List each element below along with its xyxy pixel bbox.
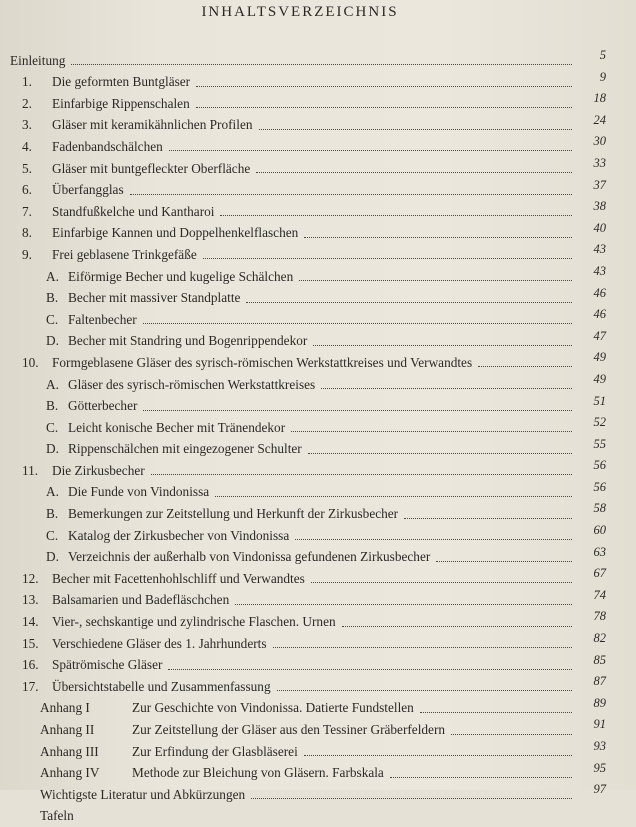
toc-entry-number: 11. — [22, 462, 39, 478]
toc-entry-page-number: 37 — [593, 177, 606, 192]
toc-entry-line — [22, 247, 576, 263]
toc-entry-title: Becher mit massiver Standplatte — [68, 290, 241, 306]
toc-entry-title: Die Zirkusbecher — [52, 462, 145, 478]
toc-entry-line — [22, 679, 576, 695]
toc-entry-page-number: 95 — [593, 760, 606, 775]
dot-leader — [196, 86, 572, 87]
toc-entry-page-number: 38 — [593, 199, 606, 214]
toc-entry — [10, 328, 606, 353]
toc-entry-number: C. — [46, 311, 59, 327]
page-title: INHALTSVERZEICHNIS — [201, 4, 399, 20]
toc-entry-page-number: 58 — [593, 501, 606, 516]
dot-leader — [273, 647, 572, 648]
toc-entry — [10, 525, 606, 547]
toc-entry-number: 7. — [22, 203, 32, 219]
toc-entry — [10, 93, 606, 115]
toc-entry-line — [10, 53, 576, 69]
toc-entry-page-number: 63 — [593, 544, 606, 559]
toc-entry — [10, 479, 606, 504]
toc-entry — [10, 784, 606, 806]
toc-entry-line — [22, 636, 576, 652]
dot-leader — [71, 64, 572, 65]
toc-entry-number: Anhang III — [40, 743, 99, 759]
toc-entry — [10, 50, 606, 72]
dot-leader — [390, 777, 572, 778]
dot-leader — [259, 129, 573, 130]
toc-entry-number: B. — [46, 506, 59, 522]
toc-entry — [10, 741, 606, 763]
toc-entry-page-number: 33 — [593, 155, 606, 170]
toc-entry-title: Einfarbige Rippenschalen — [52, 95, 190, 111]
toc-entry-page-number: 67 — [593, 566, 606, 581]
toc-entry-page-number: 52 — [593, 415, 606, 430]
toc-entry-line — [22, 139, 576, 155]
toc-entry-title: Gläser des syrisch-römischen Werkstattkreises — [68, 376, 316, 392]
toc-entry-title: Eiförmige Becher und kugelige Schälchen — [68, 268, 294, 284]
toc-entry-title: Faltenbecher — [68, 311, 137, 327]
dot-leader — [295, 539, 572, 540]
dot-leader — [203, 258, 572, 259]
toc-entry — [10, 544, 606, 569]
toc-entry — [10, 352, 606, 374]
toc-entry-title: Rippenschälchen mit eingezogener Schulter — [68, 441, 302, 457]
toc-entry-title: Einfarbige Kannen und Doppelhenkelflaschen — [52, 225, 299, 241]
toc-entry-title: Becher mit Standring und Bogenrippendekor — [68, 333, 308, 349]
toc-entry-page-number: 91 — [593, 717, 606, 732]
toc-entry-line — [22, 182, 576, 198]
dot-leader — [308, 453, 572, 454]
toc-entry-title: Leicht konische Becher mit Tränendekor — [68, 419, 286, 435]
toc-entry — [10, 652, 606, 677]
toc-entry-line — [22, 592, 576, 608]
toc-entry-title: Spätrömische Gläser — [52, 657, 163, 673]
toc-entry-line — [22, 657, 576, 673]
toc-entry-page-number: 87 — [593, 674, 606, 689]
toc-entry-number: D. — [46, 549, 59, 565]
toc-entry-title: Wichtigste Literatur und Abkürzungen — [40, 786, 246, 802]
toc-entry-line — [40, 744, 576, 760]
toc-entry-title: Formgeblasene Gläser des syrisch-römischen Werkstattkreises und Verwandtes — [52, 354, 473, 370]
toc-entry-title: Tafeln — [40, 808, 74, 824]
toc-entry — [10, 309, 606, 331]
toc-entry-title: Becher mit Facettenhohlschliff und Verwandtes — [52, 570, 305, 586]
toc-entry-title: Verschiedene Gläser des 1. Jahrhunderts — [52, 635, 267, 651]
toc-entry-number: 3. — [22, 117, 32, 133]
table-of-contents — [10, 50, 606, 827]
toc-entry-number: A. — [46, 268, 59, 284]
dot-leader — [130, 194, 572, 195]
dot-leader — [143, 323, 572, 324]
dot-leader — [196, 107, 572, 108]
toc-entry — [10, 112, 606, 137]
toc-entry-number: 8. — [22, 225, 32, 241]
toc-entry-line — [46, 549, 576, 565]
toc-entry-title: Die geformten Buntgläser — [52, 74, 191, 90]
dot-leader — [220, 215, 572, 216]
toc-entry-number: 17. — [22, 678, 39, 694]
toc-entry-number: D. — [46, 333, 59, 349]
toc-entry-title: Zur Geschichte von Vindonissa. Datierte Fundstellen — [132, 700, 414, 716]
toc-entry-page-number: 89 — [593, 695, 606, 710]
toc-entry — [10, 285, 606, 310]
toc-entry-page-number: 55 — [593, 436, 606, 451]
dot-leader — [235, 604, 572, 605]
toc-entry-number: 13. — [22, 592, 39, 608]
toc-entry-line — [46, 290, 576, 306]
toc-entry — [10, 695, 606, 720]
toc-entry-line — [22, 117, 576, 133]
toc-entry-page-number: 46 — [593, 285, 606, 300]
toc-entry — [10, 719, 606, 741]
toc-entry — [10, 587, 606, 612]
dot-leader — [291, 431, 572, 432]
toc-entry-line — [40, 765, 576, 781]
dot-leader — [311, 582, 572, 583]
toc-entry-page-number: 74 — [593, 587, 606, 602]
toc-entry-title: Frei geblasene Trinkgefäße — [52, 246, 197, 262]
toc-entry-title: Gläser mit buntgefleckter Oberfläche — [52, 160, 251, 176]
toc-entry-line — [46, 420, 576, 436]
toc-entry-page-number: 78 — [593, 609, 606, 624]
toc-entry-page-number: 43 — [593, 242, 606, 257]
toc-entry — [10, 263, 606, 288]
dot-leader — [478, 366, 572, 367]
toc-entry-line — [22, 355, 576, 371]
dot-leader — [404, 518, 572, 519]
toc-entry-line — [40, 808, 576, 824]
dot-leader — [256, 172, 572, 173]
toc-entry-title: Verzeichnis der außerhalb von Vindonissa gefundenen Zirkusbecher — [68, 549, 431, 565]
dot-leader — [143, 410, 572, 411]
toc-entry-number: D. — [46, 441, 59, 457]
toc-entry-page-number: 49 — [593, 350, 606, 365]
dot-leader — [304, 237, 572, 238]
toc-entry — [10, 220, 606, 245]
toc-entry-number: A. — [46, 376, 59, 392]
toc-entry — [10, 244, 606, 266]
toc-entry-title: Gläser mit keramikähnlichen Profilen — [52, 117, 253, 133]
toc-entry-title: Zur Erfindung der Glasbläserei — [132, 743, 298, 759]
toc-entry-title: Bemerkungen zur Zeitstellung und Herkunft der Zirkusbecher — [68, 506, 399, 522]
toc-entry-line — [22, 161, 576, 177]
toc-entry-page-number: 93 — [593, 739, 606, 753]
toc-entry-line — [22, 614, 576, 630]
toc-entry-number: 9. — [22, 246, 32, 262]
toc-entry-number: 14. — [22, 614, 39, 630]
toc-entry-number: B. — [46, 290, 59, 306]
toc-entry — [10, 633, 606, 655]
toc-entry-line — [22, 571, 576, 587]
toc-entry-line — [46, 441, 576, 457]
toc-entry-number: 16. — [22, 657, 39, 673]
toc-entry-line — [22, 225, 576, 241]
toc-entry-line — [40, 700, 576, 716]
dot-leader — [169, 150, 572, 151]
toc-entry-number: C. — [46, 527, 59, 543]
toc-entry-title: Götterbecher — [68, 398, 138, 414]
toc-entry-line — [46, 312, 576, 328]
toc-entry — [10, 568, 606, 590]
toc-entry-title: Einleitung — [10, 52, 66, 68]
dot-leader — [277, 690, 572, 691]
toc-entry-number: 15. — [22, 635, 39, 651]
toc-entry — [10, 503, 606, 525]
toc-entry-title: Balsamarien und Badefläschchen — [52, 592, 230, 608]
toc-entry-title: Vier-, sechskantige und zylindrische Flaschen. Urnen — [52, 614, 336, 630]
toc-entry-line — [46, 506, 576, 522]
dot-leader — [246, 302, 572, 303]
toc-entry-number: B. — [46, 398, 59, 414]
toc-entry-line — [46, 377, 576, 393]
toc-entry-page-number: 5 — [599, 48, 606, 62]
toc-entry-number: 1. — [22, 74, 32, 90]
toc-entry-line — [40, 787, 576, 803]
toc-entry-number: A. — [46, 484, 59, 500]
toc-entry — [10, 760, 606, 785]
toc-entry-number: 5. — [22, 160, 32, 176]
toc-entry-number: Anhang I — [40, 700, 90, 716]
toc-entry-number: 6. — [22, 182, 32, 198]
toc-entry-line — [22, 74, 576, 90]
toc-entry-number: 2. — [22, 95, 32, 111]
dot-leader — [321, 388, 572, 389]
toc-entry-page-number: 30 — [593, 134, 606, 149]
dot-leader — [251, 798, 572, 799]
toc-entry-number: 4. — [22, 138, 32, 154]
toc-entry — [10, 371, 606, 396]
toc-entry-title: Zur Zeitstellung der Gläser aus den Tessiner Gräberfeldern — [132, 722, 446, 737]
dot-leader — [299, 280, 572, 281]
toc-entry — [10, 393, 606, 418]
toc-entry-line — [46, 333, 576, 349]
dot-leader — [451, 734, 572, 735]
toc-entry-title: Fadenbandschälchen — [52, 138, 163, 154]
toc-entry-page-number: 56 — [593, 458, 606, 473]
toc-entry-number: 10. — [22, 354, 39, 370]
toc-entry-line — [46, 398, 576, 414]
toc-entry-title: Katalog der Zirkusbecher von Vindonissa — [68, 527, 290, 543]
dot-leader — [436, 561, 572, 562]
toc-entry — [10, 69, 606, 94]
toc-entry-page-number: 49 — [593, 371, 606, 386]
toc-entry-page-number: 46 — [593, 307, 606, 322]
toc-entry — [10, 676, 606, 698]
toc-entry-page-number: 85 — [593, 652, 606, 667]
toc-entry-number: Anhang II — [40, 722, 95, 737]
toc-entry-title: Standfußkelche und Kantharoi — [52, 203, 215, 219]
toc-entry-line — [46, 528, 576, 544]
dot-leader — [304, 755, 572, 756]
toc-entry-page-number: 51 — [593, 393, 606, 408]
toc-entry-number: Anhang IV — [40, 765, 100, 781]
toc-entry-page-number: 82 — [593, 631, 606, 646]
dot-leader — [342, 626, 572, 627]
toc-entry-title: Übersichtstabelle und Zusammenfassung — [52, 678, 271, 694]
toc-entry-page-number: 56 — [593, 479, 606, 494]
toc-entry — [10, 417, 606, 439]
toc-entry-title: Methode zur Bleichung von Gläsern. Farbskala — [132, 765, 384, 781]
toc-entry-title: Überfangglas — [52, 182, 124, 198]
toc-entry — [10, 201, 606, 223]
toc-entry-line — [22, 204, 576, 220]
toc-entry-line — [22, 96, 576, 112]
toc-entry — [10, 436, 606, 461]
toc-entry-page-number: 18 — [593, 91, 606, 106]
toc-entry-title: Die Funde von Vindonissa — [68, 484, 210, 500]
toc-entry — [10, 136, 606, 158]
toc-entry — [10, 155, 606, 180]
toc-entry-line — [40, 722, 576, 738]
toc-entry-page-number: 43 — [593, 263, 606, 278]
toc-entry-page-number: 47 — [593, 328, 606, 343]
dot-leader — [215, 496, 572, 497]
toc-entry-page-number: 60 — [593, 523, 606, 538]
toc-entry — [10, 611, 606, 633]
toc-entry-page-number: 24 — [593, 112, 606, 127]
toc-entry — [10, 460, 606, 482]
toc-entry-page-number: 9 — [599, 69, 606, 84]
toc-entry-line — [46, 269, 576, 285]
toc-entry-page-number: 40 — [593, 220, 606, 235]
toc-entry — [10, 177, 606, 202]
toc-entry — [10, 806, 606, 827]
toc-entry-number: 12. — [22, 570, 39, 586]
dot-leader — [313, 345, 572, 346]
toc-entry-number: C. — [46, 419, 59, 435]
toc-entry-page-number: 97 — [593, 782, 606, 797]
toc-entry-line — [46, 484, 576, 500]
toc-entry-line — [22, 463, 576, 479]
dot-leader — [151, 474, 572, 475]
dot-leader — [420, 712, 572, 713]
dot-leader — [168, 669, 572, 670]
